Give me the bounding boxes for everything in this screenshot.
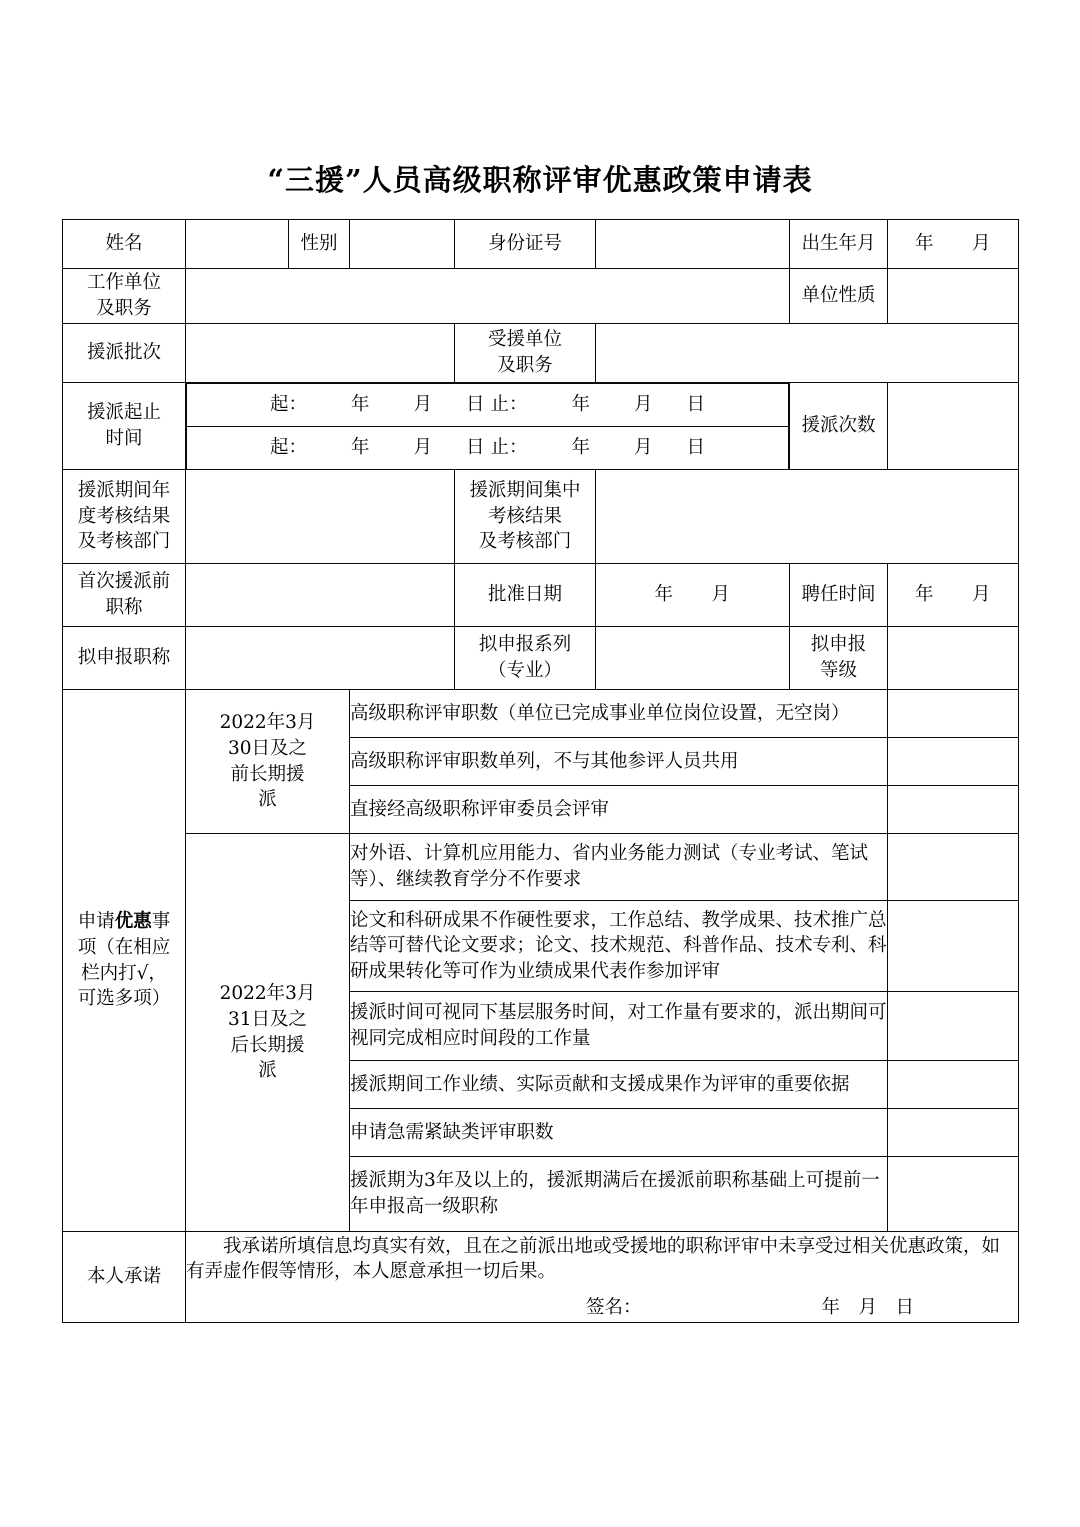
benefit-item-checkbox[interactable]	[888, 901, 1019, 992]
approval-date-value-cell[interactable]: 年 月	[596, 564, 790, 627]
benefit-group-label-1	[186, 834, 350, 1232]
dispatch-period-row-1[interactable]	[187, 384, 789, 427]
benefit-group-0-line1: 2022年3月	[219, 712, 316, 734]
dispatch-start-1	[270, 392, 485, 418]
commitment-body	[186, 1232, 1019, 1323]
table-row-review-results	[63, 470, 1019, 564]
start-month-2: 月	[413, 437, 433, 459]
benefit-item-checkbox[interactable]	[888, 786, 1019, 834]
pre-dispatch-title-label-line2: 职称	[105, 597, 143, 618]
benefit-item-checkbox[interactable]	[888, 834, 1019, 901]
birth-value-cell[interactable]: 年 月	[888, 220, 1019, 269]
approval-date-label: 批准日期	[455, 564, 596, 627]
annual-review-value-cell[interactable]	[186, 470, 455, 564]
signature-line	[186, 1295, 1018, 1321]
benefit-item-checkbox[interactable]	[888, 1061, 1019, 1109]
apply-series-label-line2: （专业）	[487, 660, 562, 681]
benefits-label-post: 事	[151, 911, 171, 933]
end-day-2: 日	[686, 437, 705, 459]
receiving-unit-label-line2: 及职务	[497, 355, 553, 376]
pre-dispatch-title-label-line1: 首次援派前	[77, 571, 171, 593]
benefits-section-label-line2: 项（在相应	[77, 936, 171, 958]
benefit-item-checkbox[interactable]	[888, 738, 1019, 786]
end-label-2: 止：	[490, 437, 528, 459]
dispatch-period-line-1[interactable]	[187, 384, 789, 427]
table-row-work-unit	[63, 269, 1019, 324]
benefits-label-bold: 优惠	[114, 911, 152, 933]
benefits-section-label-line3: 栏内打√，	[81, 962, 167, 984]
annual-review-label-line1: 援派期间年	[77, 480, 171, 502]
apply-level-label-line2: 等级	[819, 660, 857, 681]
benefit-group-1-line4: 派	[258, 1060, 277, 1082]
apply-title-value-cell[interactable]	[186, 627, 455, 690]
dispatch-period-value-cell	[186, 383, 790, 470]
central-review-label	[455, 470, 596, 564]
benefits-section-label	[63, 690, 186, 1232]
annual-review-label-line3: 及考核部门	[77, 531, 171, 553]
start-label-1: 起：	[269, 394, 307, 416]
apply-level-label	[790, 627, 888, 690]
benefit-group-0-line2: 30日及之	[227, 737, 308, 759]
start-month-1: 月	[413, 394, 433, 416]
benefit-item-text: 高级职称评审职数单列，不与其他参评人员共用	[350, 738, 888, 786]
signature-date[interactable]: 年 月 日	[821, 1296, 915, 1318]
benefit-group-label-0	[186, 690, 350, 834]
dispatch-batch-label: 援派批次	[63, 324, 186, 383]
dispatch-period-subtable	[186, 383, 789, 469]
table-row-benefit-item	[63, 834, 1019, 901]
apply-level-value-cell[interactable]	[888, 627, 1019, 690]
commitment-label: 本人承诺	[63, 1232, 186, 1323]
pre-dispatch-title-label	[63, 564, 186, 627]
receiving-unit-label	[455, 324, 596, 383]
gender-value-cell[interactable]	[350, 220, 455, 269]
benefit-item-text: 直接经高级职称评审委员会评审	[350, 786, 888, 834]
benefit-item-text: 申请急需紧缺类评审职数	[350, 1109, 888, 1157]
id-number-value-cell[interactable]	[596, 220, 790, 269]
table-row-dispatch-period	[63, 383, 1019, 470]
appointment-time-label: 聘任时间	[790, 564, 888, 627]
end-year-2: 年	[571, 437, 590, 459]
benefit-item-text: 对外语、计算机应用能力、省内业务能力测试（专业考试、笔试等）、继续教育学分不作要求	[350, 834, 888, 901]
work-unit-label	[63, 269, 186, 324]
dispatch-count-label: 援派次数	[790, 383, 888, 470]
benefit-item-checkbox[interactable]	[888, 1157, 1019, 1232]
table-row-apply-title	[63, 627, 1019, 690]
receiving-unit-value-cell[interactable]	[596, 324, 1019, 383]
annual-review-label-line2: 度考核结果	[77, 505, 171, 527]
dispatch-count-value-cell[interactable]	[888, 383, 1019, 470]
table-row-benefit-item	[63, 690, 1019, 738]
birth-label: 出生年月	[790, 220, 888, 269]
receiving-unit-label-line1: 受援单位	[487, 329, 562, 351]
apply-title-label: 拟申报职称	[63, 627, 186, 690]
work-unit-label-line2: 及职务	[96, 298, 152, 319]
benefit-group-0-line4: 派	[258, 789, 277, 811]
central-review-label-line2: 考核结果	[487, 505, 562, 527]
benefit-group-1-line3: 后长期援	[230, 1034, 305, 1056]
application-form-table	[62, 219, 1019, 1323]
benefit-item-text: 高级职称评审职数（单位已完成事业单位岗位设置，无空岗）	[350, 690, 888, 738]
annual-review-label	[63, 470, 186, 564]
page-title: “三援”人员高级职称评审优惠政策申请表	[267, 163, 813, 197]
end-month-1: 月	[633, 394, 653, 416]
benefits-section-label-line4: 可选多项）	[77, 988, 171, 1010]
dispatch-end-1	[490, 392, 705, 418]
table-row-basic-info	[63, 220, 1019, 269]
start-year-2: 年	[351, 437, 370, 459]
dispatch-period-label	[63, 383, 186, 470]
appointment-time-value-cell[interactable]: 年 月	[888, 564, 1019, 627]
benefit-item-text: 援派期为3年及以上的，援派期满后在援派前职称基础上可提前一年申报高一级职称	[350, 1157, 888, 1232]
work-unit-label-line1: 工作单位	[86, 272, 161, 294]
apply-series-label-line1: 拟申报系列	[478, 634, 572, 656]
apply-series-label	[455, 627, 596, 690]
name-label: 姓名	[63, 220, 186, 269]
dispatch-period-label-line2: 时间	[105, 428, 143, 449]
start-label-2: 起：	[269, 437, 307, 459]
table-row-commitment	[63, 1232, 1019, 1323]
name-value-cell[interactable]	[186, 220, 289, 269]
id-number-label: 身份证号	[455, 220, 596, 269]
table-row-dispatch-batch	[63, 324, 1019, 383]
dispatch-end-2	[490, 435, 705, 461]
end-label-1: 止：	[490, 394, 528, 416]
end-month-2: 月	[633, 437, 653, 459]
commitment-text: 我承诺所填信息均真实有效，且在之前派出地或受援地的职称评审中未享受过相关优惠政策，如有弄虚作假等情形，本人愿意承担一切后果。	[186, 1235, 1001, 1283]
pre-dispatch-title-value-cell[interactable]	[186, 564, 455, 627]
work-unit-value-cell[interactable]	[186, 269, 790, 324]
benefits-section-label-line1	[63, 909, 185, 935]
benefit-item-text: 论文和科研成果不作硬性要求，工作总结、教学成果、技术推广总结等可替代论文要求；论文、技术规范、科普作品、技术专利、科研成果转化等可作为业绩成果代表作参加评审	[350, 901, 888, 992]
benefit-group-1-line1: 2022年3月	[219, 983, 316, 1005]
gender-label: 性别	[289, 220, 350, 269]
start-day-1: 日	[466, 394, 485, 416]
end-year-1: 年	[571, 394, 590, 416]
start-day-2: 日	[466, 437, 485, 459]
unit-nature-label: 单位性质	[790, 269, 888, 324]
unit-nature-value-cell[interactable]	[888, 269, 1019, 324]
benefit-group-0-line3: 前长期援	[230, 763, 305, 785]
dispatch-period-line-2[interactable]	[187, 427, 789, 470]
benefit-item-text: 援派期间工作业绩、实际贡献和支援成果作为评审的重要依据	[350, 1061, 888, 1109]
central-review-label-line1: 援派期间集中	[469, 480, 581, 502]
benefit-item-checkbox[interactable]	[888, 1109, 1019, 1157]
benefit-group-1-line2: 31日及之	[227, 1008, 308, 1030]
central-review-label-line3: 及考核部门	[478, 531, 572, 553]
end-day-1: 日	[686, 394, 705, 416]
benefits-label-pre: 申请	[77, 911, 115, 933]
apply-level-label-line1: 拟申报	[810, 634, 867, 656]
benefit-item-checkbox[interactable]	[888, 690, 1019, 738]
benefit-item-text: 援派时间可视同下基层服务时间，对工作量有要求的，派出期间可视同完成相应时间段的工作量	[350, 992, 888, 1061]
start-year-1: 年	[351, 394, 370, 416]
signature-label[interactable]: 签名：	[586, 1296, 642, 1318]
table-row-pre-dispatch-title	[63, 564, 1019, 627]
benefit-item-checkbox[interactable]	[888, 992, 1019, 1061]
dispatch-period-row-2[interactable]	[187, 427, 789, 470]
central-review-value-cell[interactable]	[596, 470, 1019, 564]
dispatch-period-label-line1: 援派起止	[86, 402, 161, 424]
dispatch-batch-value-cell[interactable]	[186, 324, 455, 383]
dispatch-start-2	[270, 435, 485, 461]
apply-series-value-cell[interactable]	[596, 627, 790, 690]
